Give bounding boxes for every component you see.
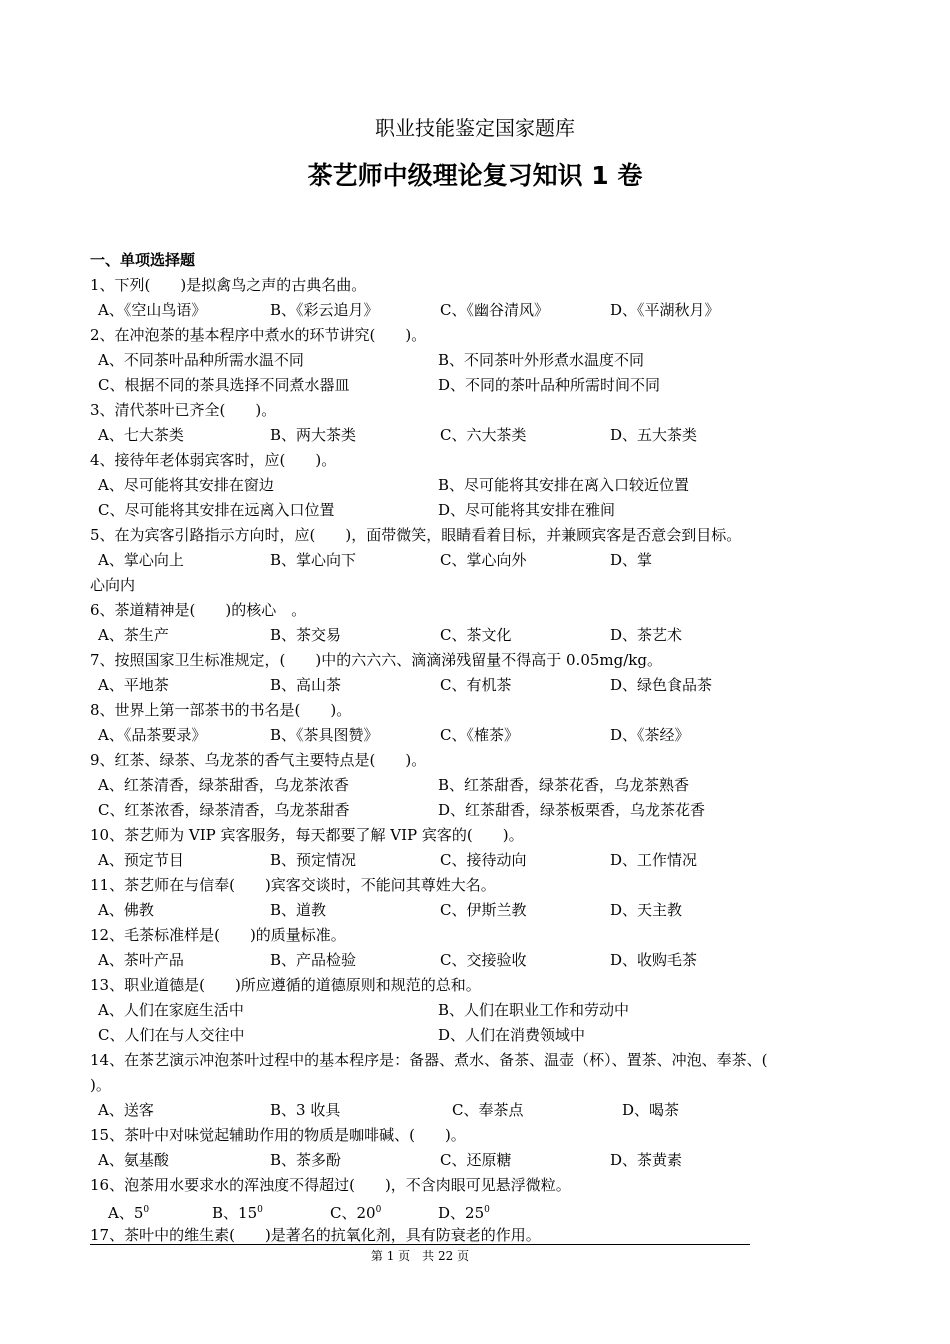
- option-d: D、绿色食品茶: [610, 676, 713, 694]
- degree-superscript: 0: [484, 1205, 490, 1215]
- option-d: D、人们在消费领域中: [438, 1026, 586, 1044]
- option-d: D、《平湖秋月》: [610, 301, 720, 319]
- options-row: [90, 773, 870, 798]
- option-b: B、红茶甜香，绿茶花香，乌龙茶熟香: [438, 776, 690, 794]
- question-stem: 6、茶道精神是( )的核心 。: [90, 601, 307, 619]
- question-stem: 10、茶艺师为 VIP 宾客服务，每天都要了解 VIP 宾客的( )。: [90, 826, 524, 844]
- option-c: C、六大茶类: [440, 426, 527, 444]
- option-b: B、《茶具图赞》: [270, 726, 379, 744]
- options-row: [90, 298, 870, 323]
- question-stem: 15、茶叶中对味觉起辅助作用的物质是咖啡碱、( )。: [90, 1126, 466, 1144]
- option-d: D、掌: [610, 551, 653, 569]
- option-a: A、$5^0$: [108, 1204, 150, 1222]
- option-d: D、收购毛茶: [610, 951, 698, 969]
- options-row: [90, 1023, 870, 1048]
- option-d: D、不同的茶叶品种所需时间不同: [438, 376, 661, 394]
- option-c: C、根据不同的茶具选择不同煮水器皿: [98, 376, 350, 394]
- question-stem-continued: )。: [90, 1076, 111, 1094]
- option-c: C、伊斯兰教: [440, 901, 527, 919]
- option-a: A、茶叶产品: [98, 951, 184, 969]
- question-stem: 11、茶艺师在与信奉( )宾客交谈时，不能问其尊姓大名。: [90, 876, 496, 894]
- degree-superscript: 0: [143, 1205, 150, 1215]
- option-c: C、尽可能将其安排在远离入口位置: [98, 501, 335, 519]
- option-c: C、接待动向: [440, 851, 527, 869]
- page-footer: 第 1 页 共 22 页: [370, 1249, 470, 1263]
- options-row: [90, 948, 870, 973]
- options-row: [90, 723, 870, 748]
- option-a: A、氨基酸: [98, 1151, 169, 1169]
- option-d: D、红茶甜香，绿茶板栗香，乌龙茶花香: [438, 801, 706, 819]
- question-stem: 13、职业道德是( )所应遵循的道德原则和规范的总和。: [90, 976, 481, 994]
- options-row: [90, 1198, 870, 1223]
- option-d: D、喝茶: [622, 1101, 680, 1119]
- option-b: B、不同茶叶外形煮水温度不同: [438, 351, 645, 369]
- option-b: B、$15^0$: [212, 1204, 263, 1222]
- option-a: A、七大茶类: [98, 426, 184, 444]
- option-b: B、道教: [270, 901, 327, 919]
- option-c: C、红茶浓香，绿茶清香，乌龙茶甜香: [98, 801, 350, 819]
- option-c: C、掌心向外: [440, 551, 527, 569]
- option-c: C、《榷茶》: [440, 726, 519, 744]
- section-heading: 一、单项选择题: [90, 251, 196, 269]
- options-row: [90, 348, 870, 373]
- option-a: A、尽可能将其安排在窗边: [98, 476, 274, 494]
- option-a: A、茶生产: [98, 626, 169, 644]
- option-b: B、3 收具: [270, 1101, 341, 1119]
- option-b: B、两大茶类: [270, 426, 357, 444]
- option-b: B、茶交易: [270, 626, 342, 644]
- question-stem: 2、在冲泡茶的基本程序中煮水的环节讲究( )。: [90, 326, 427, 344]
- option-c: C、人们在与人交往中: [98, 1026, 245, 1044]
- option-a: A、佛教: [98, 901, 154, 919]
- options-row: [90, 673, 870, 698]
- degree-superscript: 0: [375, 1205, 382, 1215]
- option-a: A、掌心向上: [98, 551, 184, 569]
- options-row: [90, 548, 870, 573]
- option-b: B、高山茶: [270, 676, 342, 694]
- option-a: A、平地茶: [98, 676, 169, 694]
- option-c: C、还原糖: [440, 1151, 512, 1169]
- options-row: [90, 1098, 870, 1123]
- options-row: [90, 423, 870, 448]
- exam-bank-heading: 职业技能鉴定国家题库: [375, 116, 575, 140]
- question-stem: 17、茶叶中的维生素( )是著名的抗氧化剂，具有防衰老的作用。: [90, 1226, 541, 1244]
- options-row: [90, 498, 870, 523]
- option-c: C、有机茶: [440, 676, 512, 694]
- question-stem: 14、在茶艺演示冲泡茶叶过程中的基本程序是：备器、煮水、备茶、温壶（杯）、置茶、冲泡、奉茶、(: [90, 1051, 768, 1069]
- option-a: A、人们在家庭生活中: [98, 1001, 244, 1019]
- option-c: C、奉茶点: [452, 1101, 524, 1119]
- options-row: [90, 998, 870, 1023]
- option-a: A、《空山鸟语》: [98, 301, 207, 319]
- options-row: [90, 848, 870, 873]
- option-d: D、工作情况: [610, 851, 698, 869]
- option-b: B、人们在职业工作和劳动中: [438, 1001, 630, 1019]
- option-a: A、送客: [98, 1101, 154, 1119]
- question-stem: 8、世界上第一部茶书的书名是( )。: [90, 701, 352, 719]
- question-stem: 3、清代茶叶已齐全( )。: [90, 401, 277, 419]
- option-a: A、《品茶要录》: [98, 726, 207, 744]
- options-row: [90, 373, 870, 398]
- option-b: B、产品检验: [270, 951, 357, 969]
- question-stem: 1、下列( )是拟禽鸟之声的古典名曲。: [90, 276, 367, 294]
- degree-superscript: 0: [257, 1205, 263, 1215]
- question-stem: 4、接待年老体弱宾客时，应( )。: [90, 451, 337, 469]
- options-row: [90, 623, 870, 648]
- option-d: D、茶黄素: [610, 1151, 683, 1169]
- question-stem: 7、按照国家卫生标准规定，( )中的六六六、滴滴涕残留量不得高于 0.05mg/kg。: [90, 651, 662, 669]
- footer-rule: [90, 1244, 750, 1245]
- option-a: A、不同茶叶品种所需水温不同: [98, 351, 304, 369]
- question-stem: 9、红茶、绿茶、乌龙茶的香气主要特点是( )。: [90, 751, 427, 769]
- option-c: C、交接验收: [440, 951, 527, 969]
- option-c: C、《幽谷清风》: [440, 301, 549, 319]
- options-row: [90, 1148, 870, 1173]
- option-b: B、尽可能将其安排在离入口较近位置: [438, 476, 690, 494]
- option-d: D、茶艺术: [610, 626, 683, 644]
- option-b: B、掌心向下: [270, 551, 357, 569]
- option-c: C、$20^0$: [330, 1204, 382, 1222]
- options-row: [90, 798, 870, 823]
- question-stem: 5、在为宾客引路指示方向时，应( )，面带微笑，眼睛看着目标，并兼顾宾客是否意会到目标。: [90, 526, 742, 544]
- option-d: D、尽可能将其安排在雅间: [438, 501, 616, 519]
- option-d: D、五大茶类: [610, 426, 698, 444]
- paper-title: 茶艺师中级理论复习知识 1 卷: [307, 161, 643, 190]
- options-row: [90, 473, 870, 498]
- option-a: A、预定节目: [98, 851, 184, 869]
- option-b: B、《彩云追月》: [270, 301, 379, 319]
- option-continued: 心向内: [90, 576, 136, 594]
- option-b: B、茶多酚: [270, 1151, 342, 1169]
- question-stem: 16、泡茶用水要求水的浑浊度不得超过( )，不含肉眼可见悬浮微粒。: [90, 1176, 571, 1194]
- option-c: C、茶文化: [440, 626, 512, 644]
- option-d: D、$25^0$: [438, 1204, 490, 1222]
- option-d: D、天主教: [610, 901, 683, 919]
- question-list: [90, 248, 870, 1248]
- options-row: [90, 898, 870, 923]
- option-d: D、《茶经》: [610, 726, 690, 744]
- question-stem: 12、毛茶标准样是( )的质量标准。: [90, 926, 346, 944]
- option-b: B、预定情况: [270, 851, 357, 869]
- option-a: A、红茶清香，绿茶甜香，乌龙茶浓香: [98, 776, 349, 794]
